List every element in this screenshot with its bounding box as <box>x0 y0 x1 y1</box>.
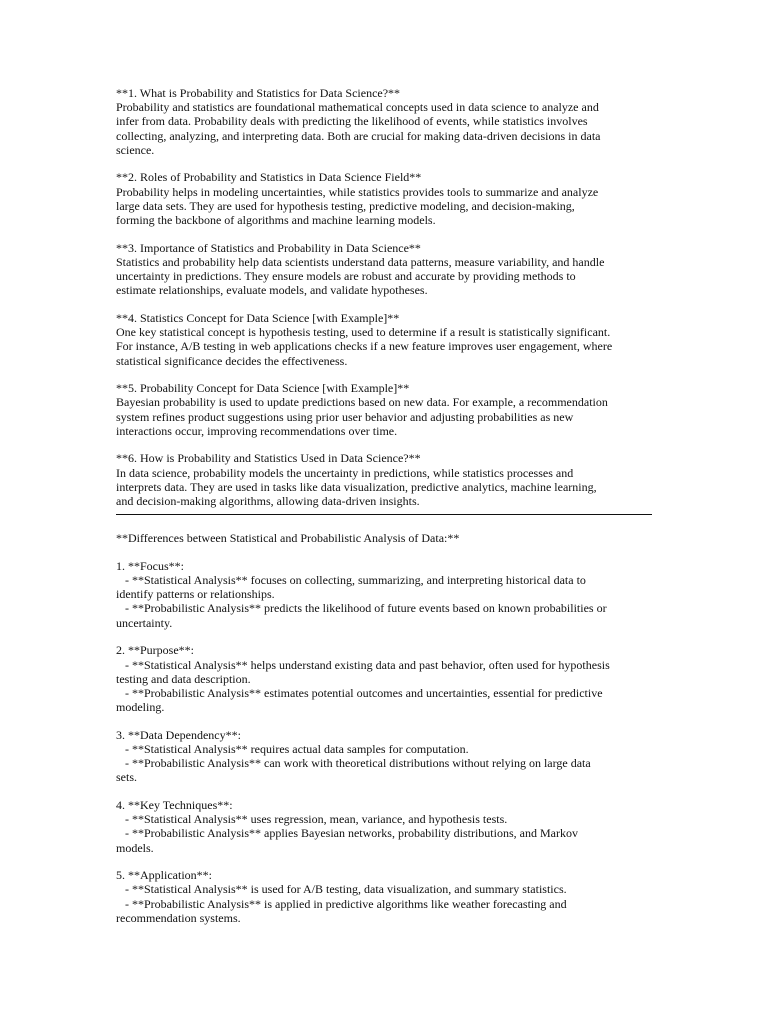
section-line: science. <box>116 142 155 157</box>
difference-line: - **Statistical Analysis** is used for A/B testing, data visualization, and summary statistics. <box>116 882 567 897</box>
difference-line: - **Probabilistic Analysis** applies Bayesian networks, probability distributions, and Markov <box>116 826 578 841</box>
difference-item-3 <box>116 728 656 785</box>
difference-line: - **Statistical Analysis** helps understand existing data and past behavior, often used for hypothesis <box>116 657 610 672</box>
difference-line: - **Statistical Analysis** uses regression, mean, variance, and hypothesis tests. <box>116 812 508 827</box>
section-heading: **5. Probability Concept for Data Science [with Example]** <box>116 381 410 396</box>
horizontal-divider <box>116 514 652 515</box>
section-heading: **1. What is Probability and Statistics for Data Science?** <box>116 86 401 100</box>
section-line: statistical significance decides the effectiveness. <box>116 353 348 368</box>
section-line: system refines product suggestions using prior user behavior and adjusting probabilities as new <box>116 409 574 424</box>
difference-line: - **Statistical Analysis** requires actual data samples for computation. <box>116 741 469 756</box>
difference-line: identify patterns or relationships. <box>116 587 275 602</box>
difference-label: 2. **Purpose**: <box>116 643 194 658</box>
differences-title: **Differences between Statistical and Probabilistic Analysis of Data:** <box>116 531 460 546</box>
difference-item-2 <box>116 643 656 714</box>
difference-line: recommendation systems. <box>116 910 241 925</box>
differences-title-block <box>116 531 656 545</box>
section-3 <box>116 241 656 298</box>
section-line: uncertainty in predictions. They ensure models are robust and accurate by providing methods to <box>116 269 576 284</box>
section-line: and decision-making algorithms, allowing data-driven insights. <box>116 494 420 508</box>
section-line: large data sets. They are used for hypothesis testing, predictive modeling, and decision-making, <box>116 198 575 213</box>
section-heading: **2. Roles of Probability and Statistics in Data Science Field** <box>116 170 422 185</box>
difference-line: uncertainty. <box>116 615 173 630</box>
section-heading: **4. Statistics Concept for Data Science [with Example]** <box>116 310 400 325</box>
section-line: interactions occur, improving recommendations over time. <box>116 423 398 438</box>
section-heading: **6. How is Probability and Statistics Used in Data Science?** <box>116 451 421 466</box>
document-page <box>116 86 656 939</box>
section-heading: **3. Importance of Statistics and Probability in Data Science** <box>116 240 421 255</box>
section-line: One key statistical concept is hypothesis testing, used to determine if a result is statistically significant. <box>116 325 611 340</box>
difference-line: sets. <box>116 770 137 785</box>
difference-label: 3. **Data Dependency**: <box>116 727 241 742</box>
section-5 <box>116 381 656 438</box>
section-6 <box>116 451 656 508</box>
difference-item-5 <box>116 868 656 925</box>
difference-label: 5. **Application**: <box>116 868 212 883</box>
difference-line: models. <box>116 840 154 855</box>
section-line: infer from data. Probability deals with predicting the likelihood of events, while statistics involves <box>116 114 588 129</box>
section-line: interprets data. They are used in tasks like data visualization, predictive analytics, machine learning, <box>116 479 597 494</box>
difference-line: modeling. <box>116 700 165 715</box>
section-line: collecting, analyzing, and interpreting data. Both are crucial for making data-driven decisions in data <box>116 128 601 143</box>
difference-line: - **Probabilistic Analysis** predicts the likelihood of future events based on known probabilities or <box>116 601 607 616</box>
section-line: Bayesian probability is used to update predictions based on new data. For example, a recommendation <box>116 395 608 410</box>
section-line: Statistics and probability help data scientists understand data patterns, measure variability, and handle <box>116 254 605 269</box>
section-line: Probability helps in modeling uncertainties, while statistics provides tools to summarize and analyze <box>116 184 599 199</box>
difference-label: 4. **Key Techniques**: <box>116 798 233 812</box>
difference-item-4 <box>116 798 656 855</box>
section-2 <box>116 170 656 227</box>
section-line: estimate relationships, evaluate models, and validate hypotheses. <box>116 283 428 298</box>
difference-line: testing and data description. <box>116 671 251 686</box>
difference-line: - **Probabilistic Analysis** can work with theoretical distributions without relying on large data <box>116 756 591 771</box>
section-1 <box>116 86 656 157</box>
difference-line: - **Statistical Analysis** focuses on collecting, summarizing, and interpreting historical data to <box>116 573 586 588</box>
section-4 <box>116 311 656 368</box>
difference-item-1 <box>116 559 656 630</box>
section-line: For instance, A/B testing in web applications checks if a new feature improves user engagement, where <box>116 339 613 354</box>
section-line: forming the backbone of algorithms and machine learning models. <box>116 213 436 227</box>
difference-line: - **Probabilistic Analysis** is applied in predictive algorithms like weather forecasting and <box>116 896 567 911</box>
section-line: Probability and statistics are foundational mathematical concepts used in data science to analyze and <box>116 100 599 115</box>
section-line: In data science, probability models the uncertainty in predictions, while statistics processes and <box>116 465 574 480</box>
difference-label: 1. **Focus**: <box>116 558 185 573</box>
difference-line: - **Probabilistic Analysis** estimates potential outcomes and uncertainties, essential for predictive <box>116 685 603 700</box>
